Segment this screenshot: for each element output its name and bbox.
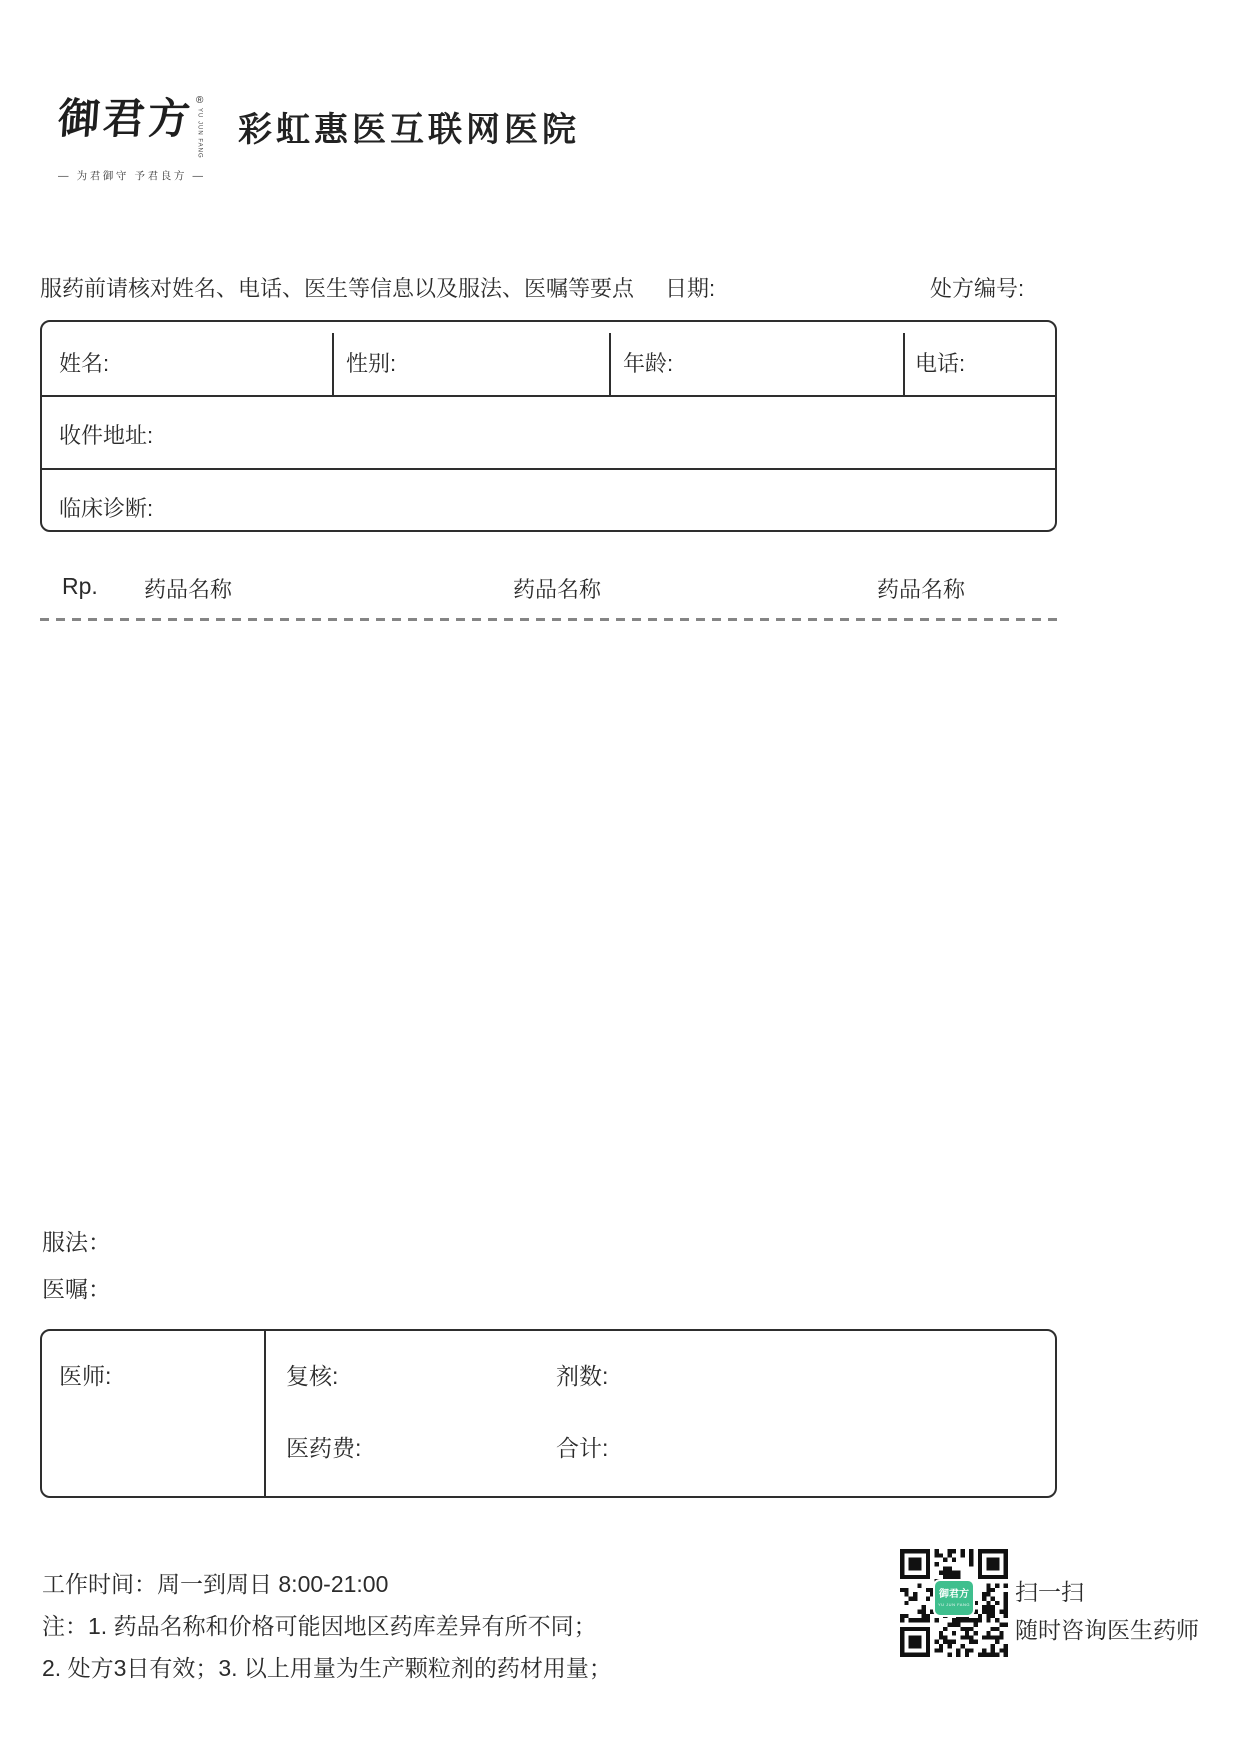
patient-gender-label: 性别: bbox=[346, 351, 397, 376]
qr-center-logo bbox=[933, 1579, 975, 1617]
patient-phone-label: 电话: bbox=[915, 351, 966, 376]
dose-count-label: 剂数: bbox=[556, 1363, 609, 1389]
working-hours: 工作时间：周一到周日 8:00-21:00 bbox=[42, 1571, 389, 1597]
row-divider bbox=[42, 468, 1055, 470]
column-divider bbox=[609, 333, 611, 395]
rp-dashed-separator bbox=[40, 618, 1057, 621]
usage-label: 服法： bbox=[42, 1229, 111, 1255]
qr-center-brand-text: 御君方 bbox=[939, 1588, 969, 1600]
total-label: 合计: bbox=[556, 1435, 609, 1461]
drug-name-column-header: 药品名称 bbox=[513, 577, 602, 602]
prescription-number-label: 处方编号: bbox=[930, 276, 1025, 301]
drug-name-column-header: 药品名称 bbox=[877, 577, 966, 602]
hospital-name: 彩虹惠医互联网医院 bbox=[238, 111, 580, 149]
rp-label: Rp. bbox=[62, 573, 98, 599]
footnote-1: 注：1. 药品名称和价格可能因地区药库差异有所不同； bbox=[42, 1613, 597, 1639]
qr-center-brand-sub: YU JUN FANG bbox=[938, 1601, 970, 1607]
doctor-advice-label: 医嘱： bbox=[42, 1276, 111, 1302]
signature-fee-box bbox=[40, 1329, 1057, 1498]
shipping-address-label: 收件地址: bbox=[59, 423, 154, 448]
medicine-fee-label: 医药费: bbox=[286, 1435, 362, 1461]
clinical-diagnosis-label: 临床诊断: bbox=[59, 496, 154, 521]
review-label: 复核: bbox=[286, 1363, 339, 1389]
qr-code bbox=[900, 1548, 1008, 1658]
brand-tagline: — 为君御守 予君良方 — bbox=[58, 169, 206, 182]
doctor-label: 医师: bbox=[59, 1363, 112, 1389]
drug-name-column-header: 药品名称 bbox=[144, 577, 233, 602]
brand-logo bbox=[56, 94, 206, 183]
brand-logo-side bbox=[196, 96, 203, 159]
row-divider bbox=[42, 395, 1055, 397]
registered-trademark-icon: ® bbox=[196, 95, 204, 106]
qr-caption-consult: 随时咨询医生药师 bbox=[1015, 1617, 1199, 1643]
qr-caption-scan: 扫一扫 bbox=[1015, 1579, 1084, 1605]
verification-notice: 服药前请核对姓名、电话、医生等信息以及服法、医嘱等要点 bbox=[40, 276, 635, 301]
footnote-2: 2. 处方3日有效；3. 以上用量为生产颗粒剂的药材用量； bbox=[42, 1655, 612, 1681]
brand-logo-text: 御君方 bbox=[56, 94, 195, 143]
brand-logo-romanized: YU JUN FANG bbox=[196, 108, 203, 159]
patient-name-label: 姓名: bbox=[59, 351, 110, 376]
date-label: 日期: bbox=[665, 276, 716, 301]
column-divider bbox=[332, 333, 334, 395]
column-divider bbox=[264, 1331, 266, 1496]
column-divider bbox=[903, 333, 905, 395]
patient-age-label: 年龄: bbox=[623, 351, 674, 376]
patient-info-box bbox=[40, 320, 1057, 532]
